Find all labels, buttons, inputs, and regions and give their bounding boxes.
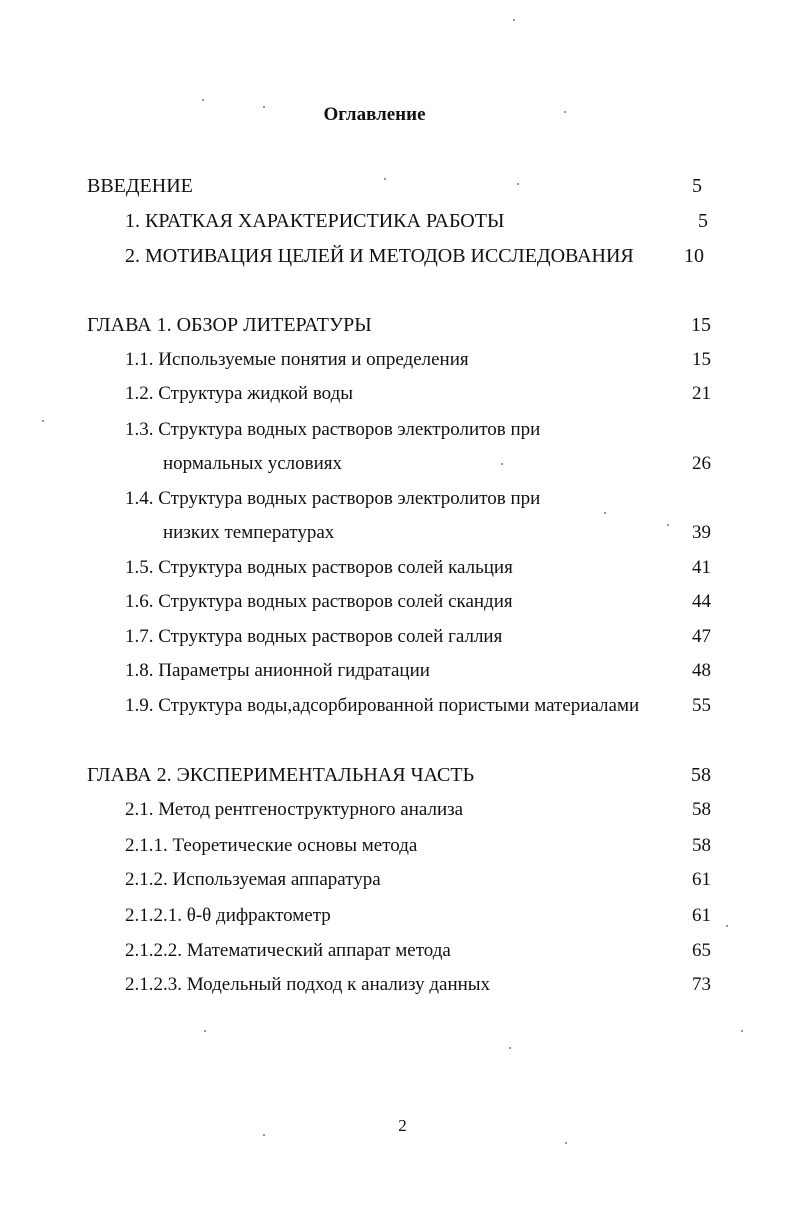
toc-page-number: 15: [692, 349, 711, 370]
toc-entry-text: нормальных условиях: [163, 453, 342, 474]
toc-page-number: 58: [692, 835, 711, 856]
toc-page-number: 58: [692, 799, 711, 820]
scan-speck: [726, 925, 728, 927]
toc-entry-text: 1.3. Структура водных растворов электролитов при: [125, 419, 541, 440]
toc-page-number: 39: [692, 522, 711, 543]
toc-page-number: 44: [692, 591, 711, 612]
toc-heading-text: ГЛАВА 1. ОБЗОР ЛИТЕРАТУРЫ: [87, 314, 372, 336]
toc-heading-text: ВВЕДЕНИЕ: [87, 175, 193, 197]
toc-entry: [0, 555, 797, 581]
toc-page-number: 5: [692, 175, 702, 197]
page-number: 2: [398, 1116, 407, 1135]
toc-entry-text: 2.1.1. Теоретические основы метода: [125, 835, 418, 856]
toc-page-number: 10: [684, 245, 704, 267]
toc-entry-text: 1.4. Структура водных растворов электролитов при: [125, 488, 541, 509]
scan-speck: [667, 524, 669, 526]
toc-entry-text: низких температурах: [163, 522, 335, 543]
toc-entry: [0, 693, 797, 719]
toc-page-number: 47: [692, 626, 711, 647]
toc-entry-text: 1.2. Структура жидкой воды: [125, 383, 354, 404]
toc-page-number: 15: [691, 314, 711, 336]
toc-entry-text: 1.1. Используемые понятия и определения: [125, 349, 469, 370]
toc-entry: [0, 208, 797, 234]
toc-page-number: 61: [692, 869, 711, 890]
toc-heading: [0, 173, 797, 199]
toc-page-number: 41: [692, 557, 711, 578]
scan-speck: [263, 1134, 265, 1136]
toc-entry-text: 1.5. Структура водных растворов солей кальция: [125, 557, 513, 578]
scan-speck: [513, 19, 515, 21]
toc-page-number: 5: [698, 210, 708, 232]
toc-entry: [0, 589, 797, 615]
toc-entry-text: 1.7. Структура водных растворов солей галлия: [125, 626, 503, 647]
toc-entry: [0, 381, 797, 407]
toc-entry: [0, 243, 797, 269]
toc-entry-text: 2.1.2.2. Математический аппарат метода: [125, 940, 451, 961]
toc-entry: [0, 833, 797, 859]
toc-entry: [0, 417, 797, 443]
toc-entry-text: 2.1.2.3. Модельный подход к анализу данных: [125, 974, 491, 995]
scan-speck: [202, 99, 204, 101]
scan-speck: [741, 1030, 743, 1032]
toc-entry: [0, 797, 797, 823]
toc-page-number: 48: [692, 660, 711, 681]
toc-page-number: 65: [692, 940, 711, 961]
toc-entry-text: 1. КРАТКАЯ ХАРАКТЕРИСТИКА РАБОТЫ: [125, 210, 505, 232]
toc-page-number: 21: [692, 383, 711, 404]
toc-entry: [0, 658, 797, 684]
toc-page-number: 61: [692, 905, 711, 926]
scan-speck: [509, 1047, 511, 1049]
toc-heading: [0, 312, 797, 338]
toc-entry-text: 1.9. Структура воды,адсорбированной пористыми материалами: [125, 695, 640, 716]
toc-entry: [0, 867, 797, 893]
scan-speck: [42, 420, 44, 422]
scan-speck: [263, 106, 265, 108]
toc-entry-text: 1.8. Параметры анионной гидратации: [125, 660, 430, 681]
toc-entry-text: 2.1.2.1. θ-θ дифрактометр: [125, 905, 331, 926]
toc-entry: [0, 903, 797, 929]
toc-entry-text: 1.6. Структура водных растворов солей скандия: [125, 591, 513, 612]
toc-heading-text: ГЛАВА 2. ЭКСПЕРИМЕНТАЛЬНАЯ ЧАСТЬ: [87, 764, 475, 786]
scan-speck: [204, 1030, 206, 1032]
toc-entry-text: 2. МОТИВАЦИЯ ЦЕЛЕЙ И МЕТОДОВ ИССЛЕДОВАНИЯ: [125, 245, 634, 267]
toc-entry-text: 2.1.2. Используемая аппаратура: [125, 869, 381, 890]
toc-entry: [0, 972, 797, 998]
scan-speck: [564, 111, 566, 113]
page-title: Оглавление: [323, 104, 426, 125]
scan-speck: [604, 512, 606, 514]
toc-entry: [0, 938, 797, 964]
toc-entry-text: 2.1. Метод рентгеноструктурного анализа: [125, 799, 464, 820]
toc-page-number: 55: [692, 695, 711, 716]
scan-speck: [384, 178, 386, 180]
toc-entry: [0, 347, 797, 373]
toc-entry: [0, 486, 797, 512]
toc-entry-continuation: [0, 520, 797, 546]
scan-speck: [565, 1142, 567, 1144]
toc-page-number: 58: [691, 764, 711, 786]
scan-speck: [517, 183, 519, 185]
toc-entry-continuation: [0, 451, 797, 477]
toc-entry: [0, 624, 797, 650]
scan-speck: [501, 463, 503, 465]
toc-page-number: 73: [692, 974, 711, 995]
toc-page-number: 26: [692, 453, 711, 474]
toc-heading: [0, 762, 797, 788]
